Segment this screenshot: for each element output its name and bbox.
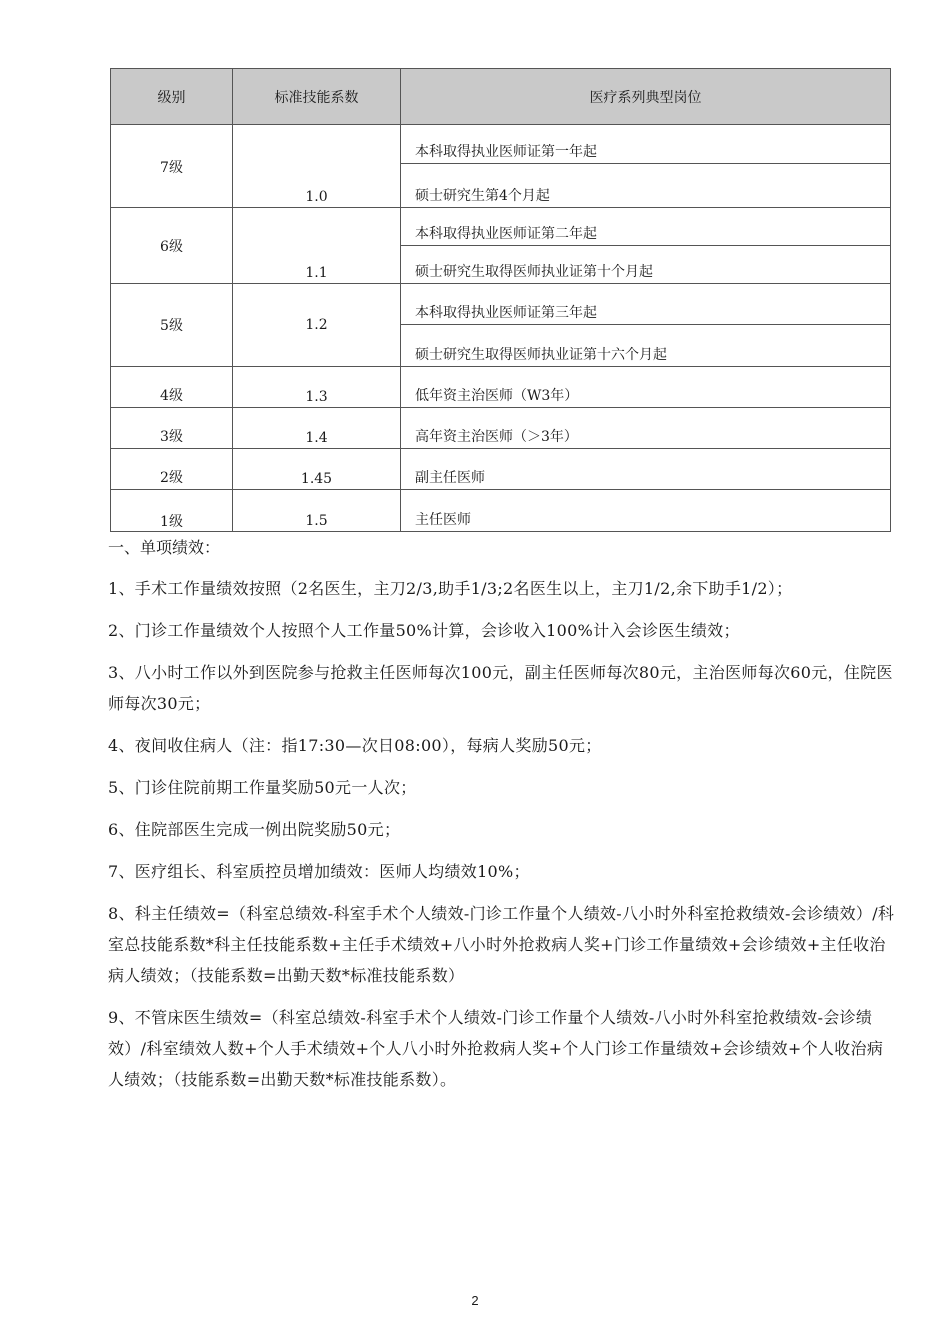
table-row bbox=[111, 284, 891, 325]
level-cell: 6级 bbox=[111, 208, 233, 284]
table-row bbox=[111, 408, 891, 449]
table-row bbox=[111, 208, 891, 246]
performance-rules bbox=[108, 532, 898, 1106]
table-row bbox=[111, 367, 891, 408]
rule-item: 6、住院部医生完成一例出院奖励50元； bbox=[108, 820, 401, 839]
rule-item: 1、手术工作量绩效按照（2名医生，主刀2/3,助手1/3;2名医生以上，主刀1/2,余下助手1/2）； bbox=[108, 579, 793, 598]
position-cell: 本科取得执业医师证第二年起 bbox=[401, 208, 891, 246]
header-coefficient: 标准技能系数 bbox=[233, 69, 401, 125]
table-header-row bbox=[111, 69, 891, 125]
position-cell: 本科取得执业医师证第三年起 bbox=[401, 284, 891, 325]
level-cell: 3级 bbox=[111, 408, 233, 449]
level-cell: 2级 bbox=[111, 449, 233, 490]
coefficient-cell: 1.2 bbox=[233, 284, 401, 367]
rule-item: 2、门诊工作量绩效个人按照个人工作量50%计算，会诊收入100%计入会诊医生绩效； bbox=[108, 621, 740, 640]
table-row bbox=[111, 125, 891, 164]
level-cell: 1级 bbox=[111, 490, 233, 532]
position-cell: 副主任医师 bbox=[401, 449, 891, 490]
position-cell: 高年资主治医师（＞3年） bbox=[401, 408, 891, 449]
coefficient-cell: 1.45 bbox=[233, 449, 401, 490]
grade-coefficient-table bbox=[110, 68, 891, 532]
header-level: 级别 bbox=[111, 69, 233, 125]
coefficient-cell: 1.4 bbox=[233, 408, 401, 449]
position-cell: 低年资主治医师（W3年） bbox=[401, 367, 891, 408]
position-cell: 硕士研究生第4个月起 bbox=[401, 164, 891, 208]
rule-item: 8、科主任绩效=（科室总绩效-科室手术个人绩效-门诊工作量个人绩效-八小时外科室抢救绩效-会诊绩效）/科室总技能系数*科主任技能系数+主任手术绩效+八小时外抢救病人奖+门诊工作量绩效+会诊绩效+主任收治病人绩效；（技能系数=出勤天数*标准技能系数） bbox=[108, 904, 895, 985]
coefficient-cell: 1.5 bbox=[233, 490, 401, 532]
position-cell: 主任医师 bbox=[401, 490, 891, 532]
level-cell: 7级 bbox=[111, 125, 233, 208]
rule-item: 4、夜间收住病人（注：指17:30—次日08:00），每病人奖励50元； bbox=[108, 736, 602, 755]
coefficient-cell: 1.0 bbox=[233, 125, 401, 208]
page-number: 2 bbox=[471, 1293, 479, 1308]
position-cell: 硕士研究生取得医师执业证第十六个月起 bbox=[401, 325, 891, 367]
table-row bbox=[111, 490, 891, 532]
position-cell: 硕士研究生取得医师执业证第十个月起 bbox=[401, 246, 891, 284]
header-positions: 医疗系列典型岗位 bbox=[401, 69, 891, 125]
coefficient-cell: 1.3 bbox=[233, 367, 401, 408]
table-row bbox=[111, 449, 891, 490]
coefficient-cell: 1.1 bbox=[233, 208, 401, 284]
level-cell: 4级 bbox=[111, 367, 233, 408]
section-heading: 一、单项绩效： bbox=[108, 538, 221, 557]
level-cell: 5级 bbox=[111, 284, 233, 367]
rule-item: 9、不管床医生绩效=（科室总绩效-科室手术个人绩效-门诊工作量个人绩效-八小时外科室抢救绩效-会诊绩效）/科室绩效人数+个人手术绩效+个人八小时外抢救病人奖+个人门诊工作量绩效+会诊绩效+个人收治病人绩效；（技能系数=出勤天数*标准技能系数）。 bbox=[108, 1008, 884, 1089]
rule-item: 3、八小时工作以外到医院参与抢救主任医师每次100元，副主任医师每次80元，主治医师每次60元，住院医师每次30元； bbox=[108, 663, 893, 713]
rule-item: 7、医疗组长、科室质控员增加绩效：医师人均绩效10%； bbox=[108, 862, 530, 881]
position-cell: 本科取得执业医师证第一年起 bbox=[401, 125, 891, 164]
rule-item: 5、门诊住院前期工作量奖励50元一人次； bbox=[108, 778, 417, 797]
